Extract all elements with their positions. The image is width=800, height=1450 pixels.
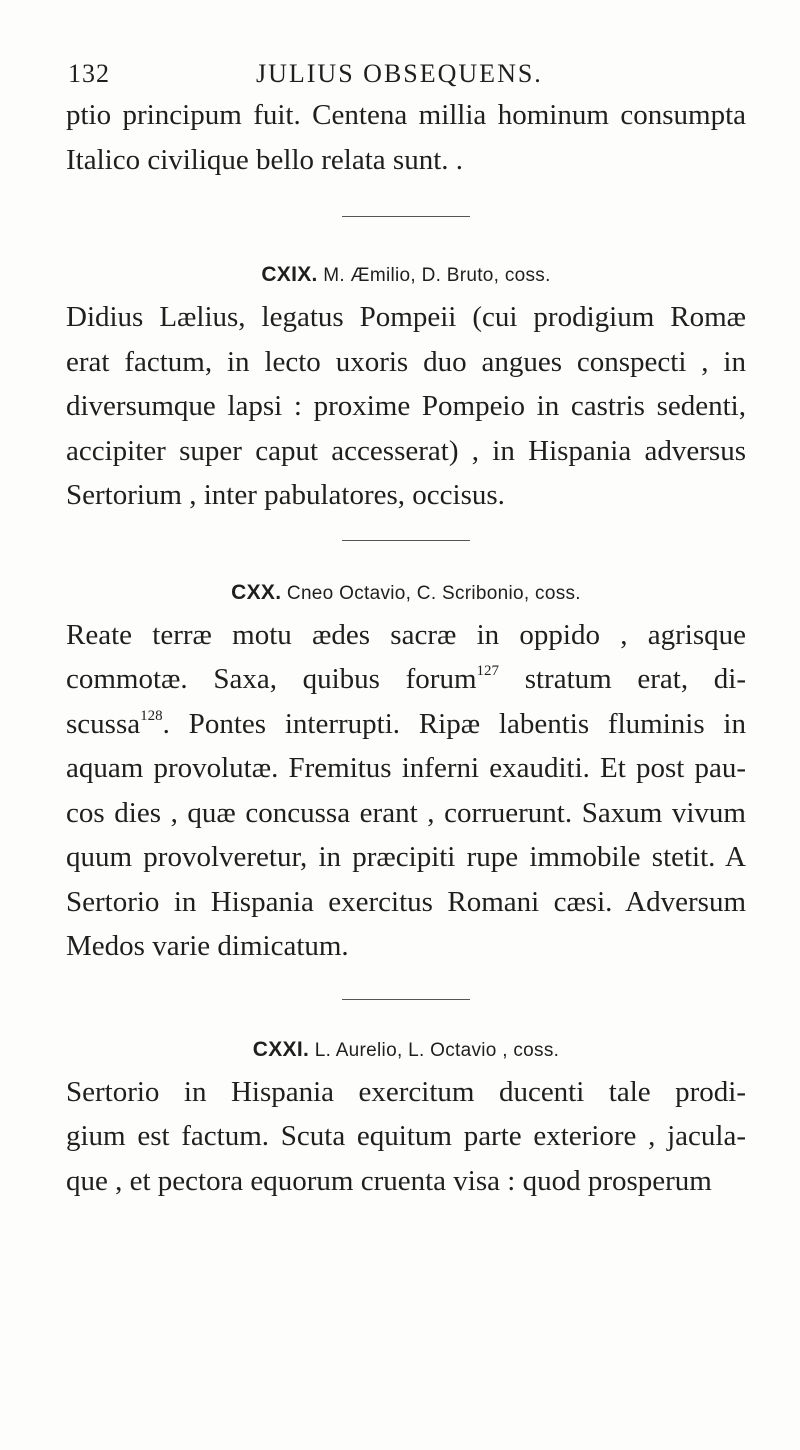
section-consuls: Cneo Octavio, C. Scribonio, coss. xyxy=(286,582,581,604)
text-line: erat factum, in lecto uxoris duo angues conspecti , in xyxy=(66,345,746,378)
text-line xyxy=(66,657,746,702)
text-line: Reate terræ motu ædes sacræ in oppido , agrisque xyxy=(66,618,746,651)
section-heading xyxy=(66,581,746,605)
footnote-ref: 128 xyxy=(140,707,163,724)
section-paragraph xyxy=(66,613,746,969)
text-line: Sertorium , inter pabulatores, occisus. xyxy=(66,479,505,511)
section-consuls: L. Aurelio, L. Octavio , coss. xyxy=(314,1039,560,1061)
text-line: quum provolveretur, in præcipiti rupe immobile stetit. A xyxy=(66,841,746,873)
intro-paragraph xyxy=(66,93,746,182)
section-heading xyxy=(66,263,746,287)
text-line: ptio principum fuit. Centena millia hominum consumpta xyxy=(66,99,746,131)
text-line: cos dies , quæ concussa erant , corruerunt. Saxum vivum xyxy=(66,796,746,829)
text-segment: scussa xyxy=(66,707,141,740)
section-number: CXXI. xyxy=(252,1037,310,1061)
text-line: que , et pectora equorum cruenta visa : quod prosperum xyxy=(66,1164,712,1197)
text-line: Sertorio in Hispania exercitum ducenti tale prodi- xyxy=(66,1075,746,1108)
section-heading xyxy=(66,1038,746,1062)
text-segment: stratum erat, di- xyxy=(524,663,746,695)
text-segment: . Pontes interrupti. Ripæ labentis fluminis in xyxy=(162,707,746,740)
section-paragraph xyxy=(66,295,746,518)
footnote-ref: 127 xyxy=(476,663,500,679)
section-consuls: M. Æmilio, D. Bruto, coss. xyxy=(323,265,551,286)
running-head xyxy=(66,55,746,93)
text-line: accipiter super caput accesserat) , in Hispania adversus xyxy=(66,434,746,467)
section-number: CXX. xyxy=(231,580,282,604)
running-title: JULIUS OBSEQUENS. xyxy=(256,59,543,88)
text-line: Medos varie dimicatum. xyxy=(66,930,349,962)
text-line: aquam provolutæ. Fremitus inferni exauditi. Et post pau- xyxy=(66,752,746,784)
text-line: gium est factum. Scuta equitum parte exteriore , jacula- xyxy=(66,1120,746,1152)
text-line: diversumque lapsi : proxime Pompeio in castris sedenti, xyxy=(66,390,746,422)
section-paragraph xyxy=(66,1070,746,1204)
text-segment: commotæ. Saxa, quibus forum xyxy=(66,663,477,695)
section-number: CXIX. xyxy=(261,263,318,286)
page-number: 132 xyxy=(68,59,110,88)
text-line: Didius Lælius, legatus Pompeii (cui prodigium Romæ xyxy=(66,301,746,333)
text-line: Italico civilique bello relata sunt. . xyxy=(66,143,464,176)
text-line: Sertorio in Hispania exercitus Romani cæsi. Adversum xyxy=(66,885,746,918)
text-line xyxy=(66,702,746,747)
book-page xyxy=(66,55,746,1203)
